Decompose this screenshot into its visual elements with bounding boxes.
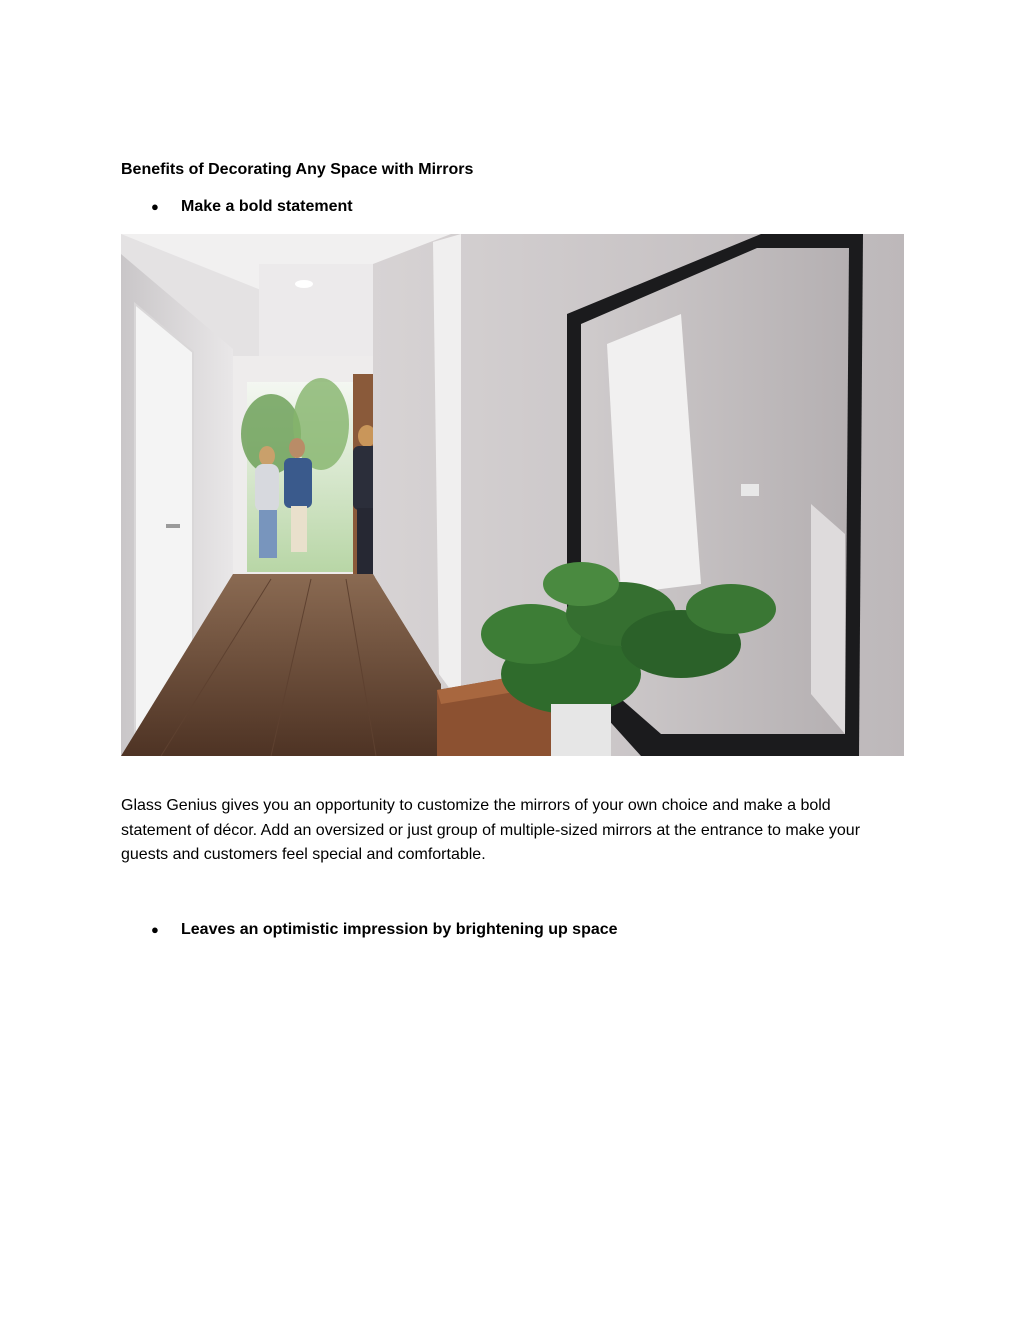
bullet-item-bold-statement: [121, 196, 353, 218]
body-paragraph: Glass Genius gives you an opportunity to customize the mirrors of your own choice and make a bold statement of décor. Add an oversized or just group of multiple-sized mirrors at the entrance to make your guests and customers feel special and comfortable.: [121, 797, 861, 863]
hallway-illustration: [121, 234, 904, 756]
bullet-icon: ●: [151, 199, 159, 214]
bullet-text: Make a bold statement: [181, 198, 353, 215]
bullet-item-brightening: [121, 919, 618, 941]
hallway-mirror-photo: [121, 234, 904, 756]
bullet-text: Leaves an optimistic impression by brightening up space: [181, 921, 618, 938]
bullet-icon: ●: [151, 922, 159, 937]
page-heading: Benefits of Decorating Any Space with Mirrors: [121, 161, 474, 178]
